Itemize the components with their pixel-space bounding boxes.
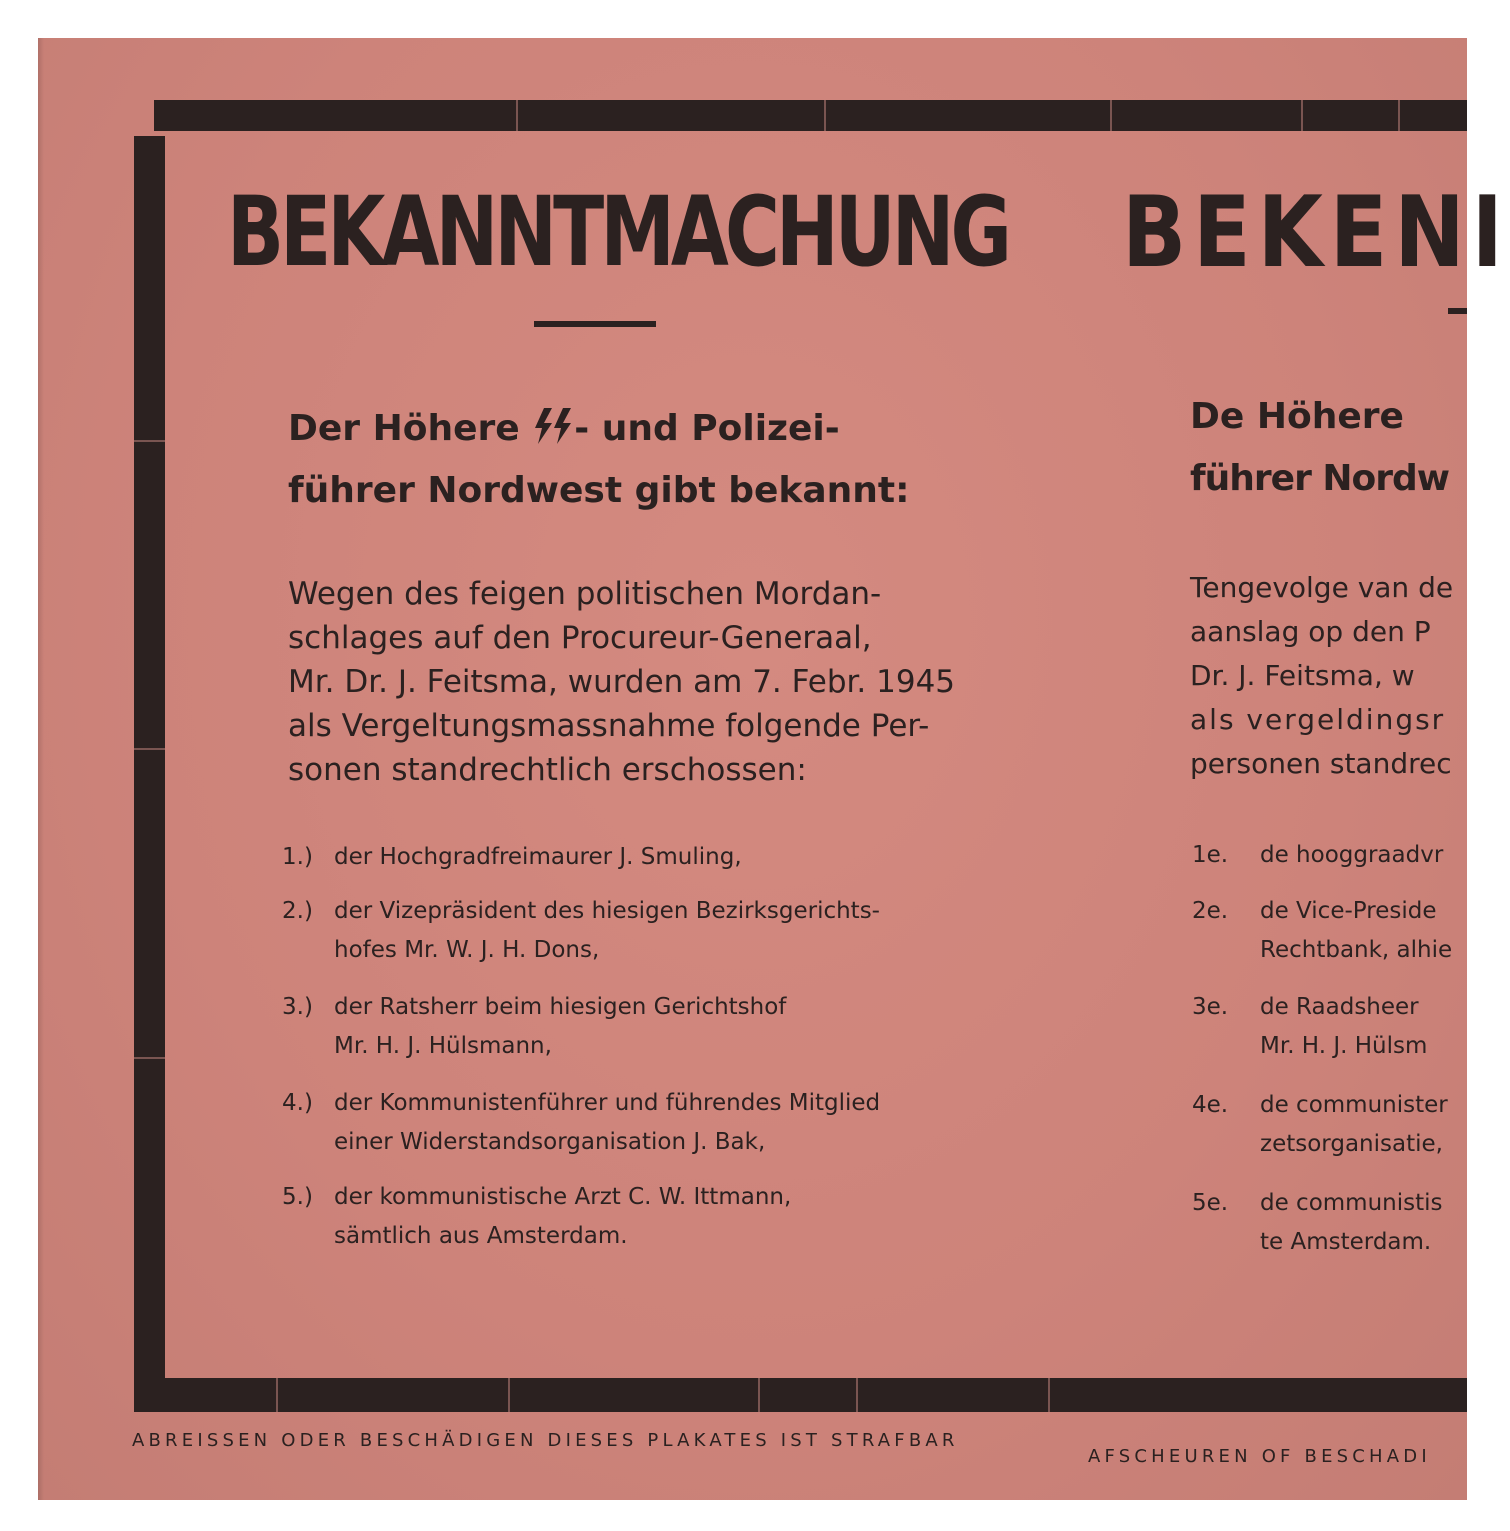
list-text: der Kommunistenführer und führendes Mitglied einer Widerstandsorganisation J. Bak, bbox=[334, 1090, 881, 1155]
list-text: de communistis te Amsterdam. bbox=[1260, 1190, 1443, 1255]
border-left bbox=[134, 136, 165, 1378]
paper-edge-shadow bbox=[38, 38, 44, 1500]
list-text: de hooggraadvr bbox=[1260, 842, 1444, 868]
border-seam bbox=[1110, 100, 1112, 131]
german-heading-underline bbox=[534, 321, 656, 327]
dutch-body-line: personen standrec bbox=[1190, 747, 1452, 780]
list-number: 2e. bbox=[1192, 898, 1229, 924]
dutch-heading: BEKENI bbox=[1122, 176, 1510, 290]
german-intro-line-2: führer Nordwest gibt bekannt: bbox=[288, 470, 910, 511]
german-victim-list bbox=[282, 838, 922, 1268]
border-seam bbox=[824, 100, 826, 131]
german-intro-text-a: Der Höhere bbox=[288, 408, 520, 449]
german-body-line: sonen standrechtlich erschossen: bbox=[288, 752, 807, 788]
german-intro-text-b: - und Polizei- bbox=[574, 408, 840, 449]
list-text: de Vice-Preside Rechtbank, alhie bbox=[1260, 898, 1453, 963]
dutch-intro-line-2: führer Nordw bbox=[1190, 458, 1450, 499]
german-footer: ABREISSEN ODER BESCHÄDIGEN DIESES PLAKATES IST STRAFBAR bbox=[132, 1430, 959, 1451]
list-number: 1.) bbox=[282, 844, 313, 870]
list-text: der kommunistische Arzt C. W. Ittmann, sämtlich aus Amsterdam. bbox=[334, 1184, 792, 1249]
german-heading: BEKANNTMACHUNG bbox=[227, 176, 1009, 288]
dutch-intro-line-1: De Höhere bbox=[1190, 396, 1404, 437]
dutch-victim-list bbox=[1192, 836, 1467, 1266]
border-seam bbox=[276, 1378, 278, 1412]
border-seam bbox=[134, 1057, 165, 1059]
dutch-footer: AFSCHEUREN OF BESCHADI bbox=[1088, 1446, 1431, 1467]
dutch-intro bbox=[1190, 386, 1449, 510]
list-text: der Vizepräsident des hiesigen Bezirksgerichts- hofes Mr. W. J. H. Dons, bbox=[334, 898, 880, 963]
border-seam bbox=[1301, 100, 1303, 131]
list-text: de communister zetsorganisatie, bbox=[1260, 1092, 1448, 1157]
poster-sheet bbox=[38, 38, 1510, 1500]
list-number: 1e. bbox=[1192, 842, 1229, 868]
dutch-body-line: Dr. J. Feitsma, w bbox=[1190, 659, 1415, 692]
dutch-body-line: aanslag op den P bbox=[1190, 615, 1431, 648]
border-top bbox=[154, 100, 1467, 131]
list-text: de Raadsheer Mr. H. J. Hülsm bbox=[1260, 994, 1428, 1059]
german-body bbox=[288, 572, 955, 792]
border-seam bbox=[758, 1378, 760, 1412]
german-intro bbox=[288, 398, 910, 522]
list-number: 5.) bbox=[282, 1184, 313, 1210]
border-bottom bbox=[134, 1378, 1467, 1412]
dutch-body-line: als vergeldingsr bbox=[1190, 703, 1446, 736]
german-body-line: Wegen des feigen politischen Mordan- bbox=[288, 576, 882, 612]
german-body-line: Mr. Dr. J. Feitsma, wurden am 7. Febr. 1945 bbox=[288, 664, 956, 700]
german-body-line: schlages auf den Procureur-Generaal, bbox=[288, 620, 872, 656]
dutch-heading-underline bbox=[1448, 308, 1467, 314]
border-seam bbox=[508, 1378, 510, 1412]
list-number: 2.) bbox=[282, 898, 313, 924]
german-body-line: als Vergeltungsmassnahme folgende Per- bbox=[288, 708, 930, 744]
border-seam bbox=[134, 748, 165, 750]
list-text: der Hochgradfreimaurer J. Smuling, bbox=[334, 844, 742, 870]
border-seam bbox=[134, 440, 165, 442]
dutch-body bbox=[1190, 566, 1453, 786]
list-text: der Ratsherr beim hiesigen Gerichtshof Mr. H. J. Hülsmann, bbox=[334, 994, 787, 1059]
list-number: 5e. bbox=[1192, 1190, 1229, 1216]
list-number: 3.) bbox=[282, 994, 313, 1020]
border-seam bbox=[856, 1378, 858, 1412]
list-number: 4e. bbox=[1192, 1092, 1229, 1118]
list-number: 3e. bbox=[1192, 994, 1229, 1020]
dutch-body-line: Tengevolge van de bbox=[1190, 571, 1454, 604]
german-intro-line-1 bbox=[288, 398, 910, 460]
border-seam bbox=[1048, 1378, 1050, 1412]
border-seam bbox=[1398, 100, 1400, 131]
list-number: 4.) bbox=[282, 1090, 313, 1116]
ss-rune-icon bbox=[532, 398, 574, 460]
border-seam bbox=[516, 100, 518, 131]
